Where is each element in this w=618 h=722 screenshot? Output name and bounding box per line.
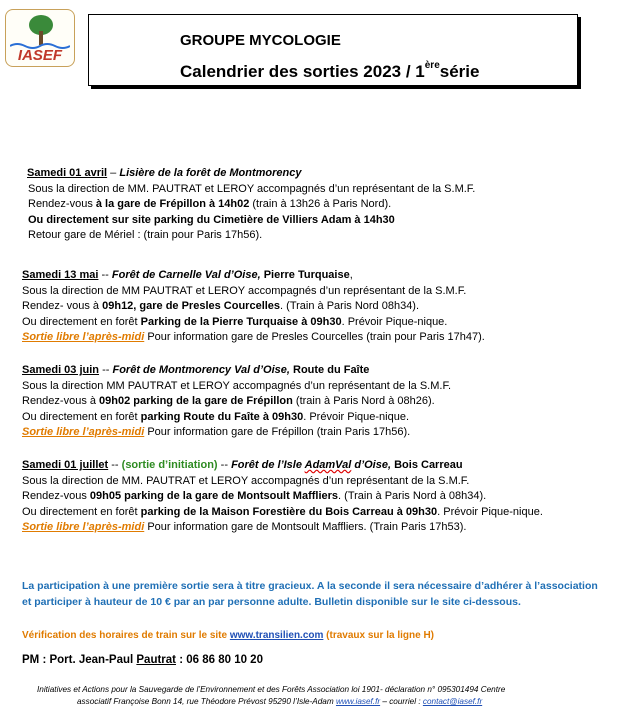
outing-free-afternoon: Sortie libre l’après-midi Pour information gare de Frépillon (train Paris 17h56). [22, 426, 411, 438]
iasef-logo [5, 9, 75, 67]
transilien-link[interactable]: www.transilien.com [229, 630, 324, 641]
outing-direction: Sous la direction de MM. PAUTRAT et LEROY accompagnés d’un représentant de la S.M.F. [28, 182, 476, 195]
outing-date: Samedi 13 mai [22, 269, 99, 281]
footer: Initiatives et Actions pour la Sauvegarde de l’Environnement et des Forêts Association loi 1901- déclaration n° 095301494 Centre associatif Françoise Bonn 14, rue Théodore Prévost 95290 l’Isle-Adam www.iasef.fr – courriel : contact@iasef.fr [37, 685, 506, 706]
outing-date: Samedi 01 juillet [22, 459, 109, 471]
participation-note: La participation à une première sortie sera à titre gracieux. A la seconde il sera nécessaire d’adhérer à l’association et participer à hauteur de 10 € par an par personne adulte. Bulletin disponible sur le site ci-dessous. [22, 580, 598, 608]
outing-rendezvous: Rendez-vous 09h05 parking de la gare de Montsoult Maffliers. (Train à Paris Nord à 08h34). [22, 490, 487, 502]
outing-rendezvous: Rendez-vous à la gare de Frépillon à 14h02 (train à 13h26 à Paris Nord). [28, 198, 392, 210]
website-link[interactable]: www.iasef.fr [335, 697, 381, 706]
logo-text: IASEF [17, 47, 63, 64]
outing-onsite: Ou directement en forêt Parking de la Pierre Turquaise à 09h30. Prévoir Pique-nique. [22, 315, 448, 328]
outing-2: Samedi 13 mai -- Forêt de Carnelle Val d’Oise, Pierre Turquaise, Sous la direction de MM PAUTRAT et LEROY accompagnés d’un représentant de la S.M.F. Rendez- vous à 09h12, gare de Presles Courcelles. (Train à Paris Nord 08h34). Ou directement en forêt Parking de la Pierre Turquaise à 09h30. Prévoir Pique-nique. Sortie libre l’après-midi Pour information gare de Presles Courcelles (train pour Paris 17h47). [22, 268, 485, 346]
calendar-title: Calendrier des sorties 2023 / 1èresérie [180, 60, 480, 81]
email-link[interactable]: contact@iasef.fr [422, 697, 483, 706]
contact-pm: PM : Port. Jean-Paul Pautrat : 06 86 80 10 20 [22, 654, 263, 666]
outing-rendezvous: Rendez-vous à 09h02 parking de la gare de Frépillon (train à Paris Nord à 08h26). [22, 395, 435, 407]
outing-direction: Sous la direction de MM PAUTRAT et LEROY accompagnés d’un représentant de la S.M.F. [22, 284, 467, 297]
free-afternoon-link[interactable]: Sortie libre l’après-midi [22, 331, 145, 343]
outing-date: Samedi 01 avril [27, 167, 108, 179]
outing-direction: Sous la direction de MM. PAUTRAT et LEROY accompagnés d’un représentant de la S.M.F. [22, 474, 470, 487]
outing-date: Samedi 03 juin [22, 364, 100, 376]
outing-4: Samedi 01 juillet -- (sortie d’initiation) -- Forêt de l’Isle AdamVal d’Oise, Bois Carreau Sous la direction de MM. PAUTRAT et LEROY accompagnés d’un représentant de la S.M.F. Rendez-vous 09h05 parking de la gare de Montsoult Maffliers. (Train à Paris Nord à 08h34). Ou directement en forêt parking de la Maison Forestière du Bois Carreau à 09h30. Prévoir Pique-nique. Sortie libre l’après-midi Pour information gare de Montsoult Maffliers. (Train Paris 17h53). [22, 458, 543, 536]
outing-onsite: Ou directement en forêt parking Route du Faîte à 09h30. Prévoir Pique-nique. [22, 410, 409, 423]
outing-free-afternoon: Sortie libre l’après-midi Pour information gare de Montsoult Maffliers. (Train Paris 17h53). [22, 521, 467, 533]
outing-place: Lisière de la forêt de Montmorency [119, 167, 302, 179]
initiation-label: (sortie d’initiation) [121, 459, 218, 471]
outing-1: Samedi 01 avril – Lisière de la forêt de Montmorency Sous la direction de MM. PAUTRAT et LEROY accompagnés d’un représentant de la S.M.F. Rendez-vous à la gare de Frépillon à 14h02 (train à 13h26 à Paris Nord). Ou directement sur site parking du Cimetière de Villiers Adam à 14h30 Retour gare de Mériel : (train pour Paris 17h56). [27, 166, 475, 244]
free-afternoon-link[interactable]: Sortie libre l’après-midi [22, 426, 145, 438]
group-title: GROUPE MYCOLOGIE [180, 32, 341, 49]
outing-3: Samedi 03 juin -- Forêt de Montmorency Val d’Oise, Route du Faîte Sous la direction MM PAUTRAT et LEROY accompagnés d’un représentant de la S.M.F. Rendez-vous à 09h02 parking de la gare de Frépillon (train à Paris Nord à 08h26). Ou directement en forêt parking Route du Faîte à 09h30. Prévoir Pique-nique. Sortie libre l’après-midi Pour information gare de Frépillon (train Paris 17h56). [22, 363, 451, 441]
train-check-note: Vérification des horaires de train sur le site www.transilien.com (travaux sur la ligne H) [22, 630, 434, 641]
outing-return: Retour gare de Mériel : (train pour Paris 17h56). [28, 229, 263, 241]
free-afternoon-link[interactable]: Sortie libre l’après-midi [22, 521, 145, 533]
outing-onsite: Ou directement en forêt parking de la Maison Forestière du Bois Carreau à 09h30. Prévoir Pique-nique. [22, 505, 543, 518]
outing-free-afternoon: Sortie libre l’après-midi Pour information gare de Presles Courcelles (train pour Paris 17h47). [22, 331, 485, 343]
outing-direction: Sous la direction MM PAUTRAT et LEROY accompagnés d’un représentant de la S.M.F. [22, 379, 451, 392]
outing-onsite: Ou directement sur site parking du Cimetière de Villiers Adam à 14h30 [28, 213, 395, 226]
outing-rendezvous: Rendez- vous à 09h12, gare de Presles Courcelles. (Train à Paris Nord 08h34). [22, 300, 420, 312]
